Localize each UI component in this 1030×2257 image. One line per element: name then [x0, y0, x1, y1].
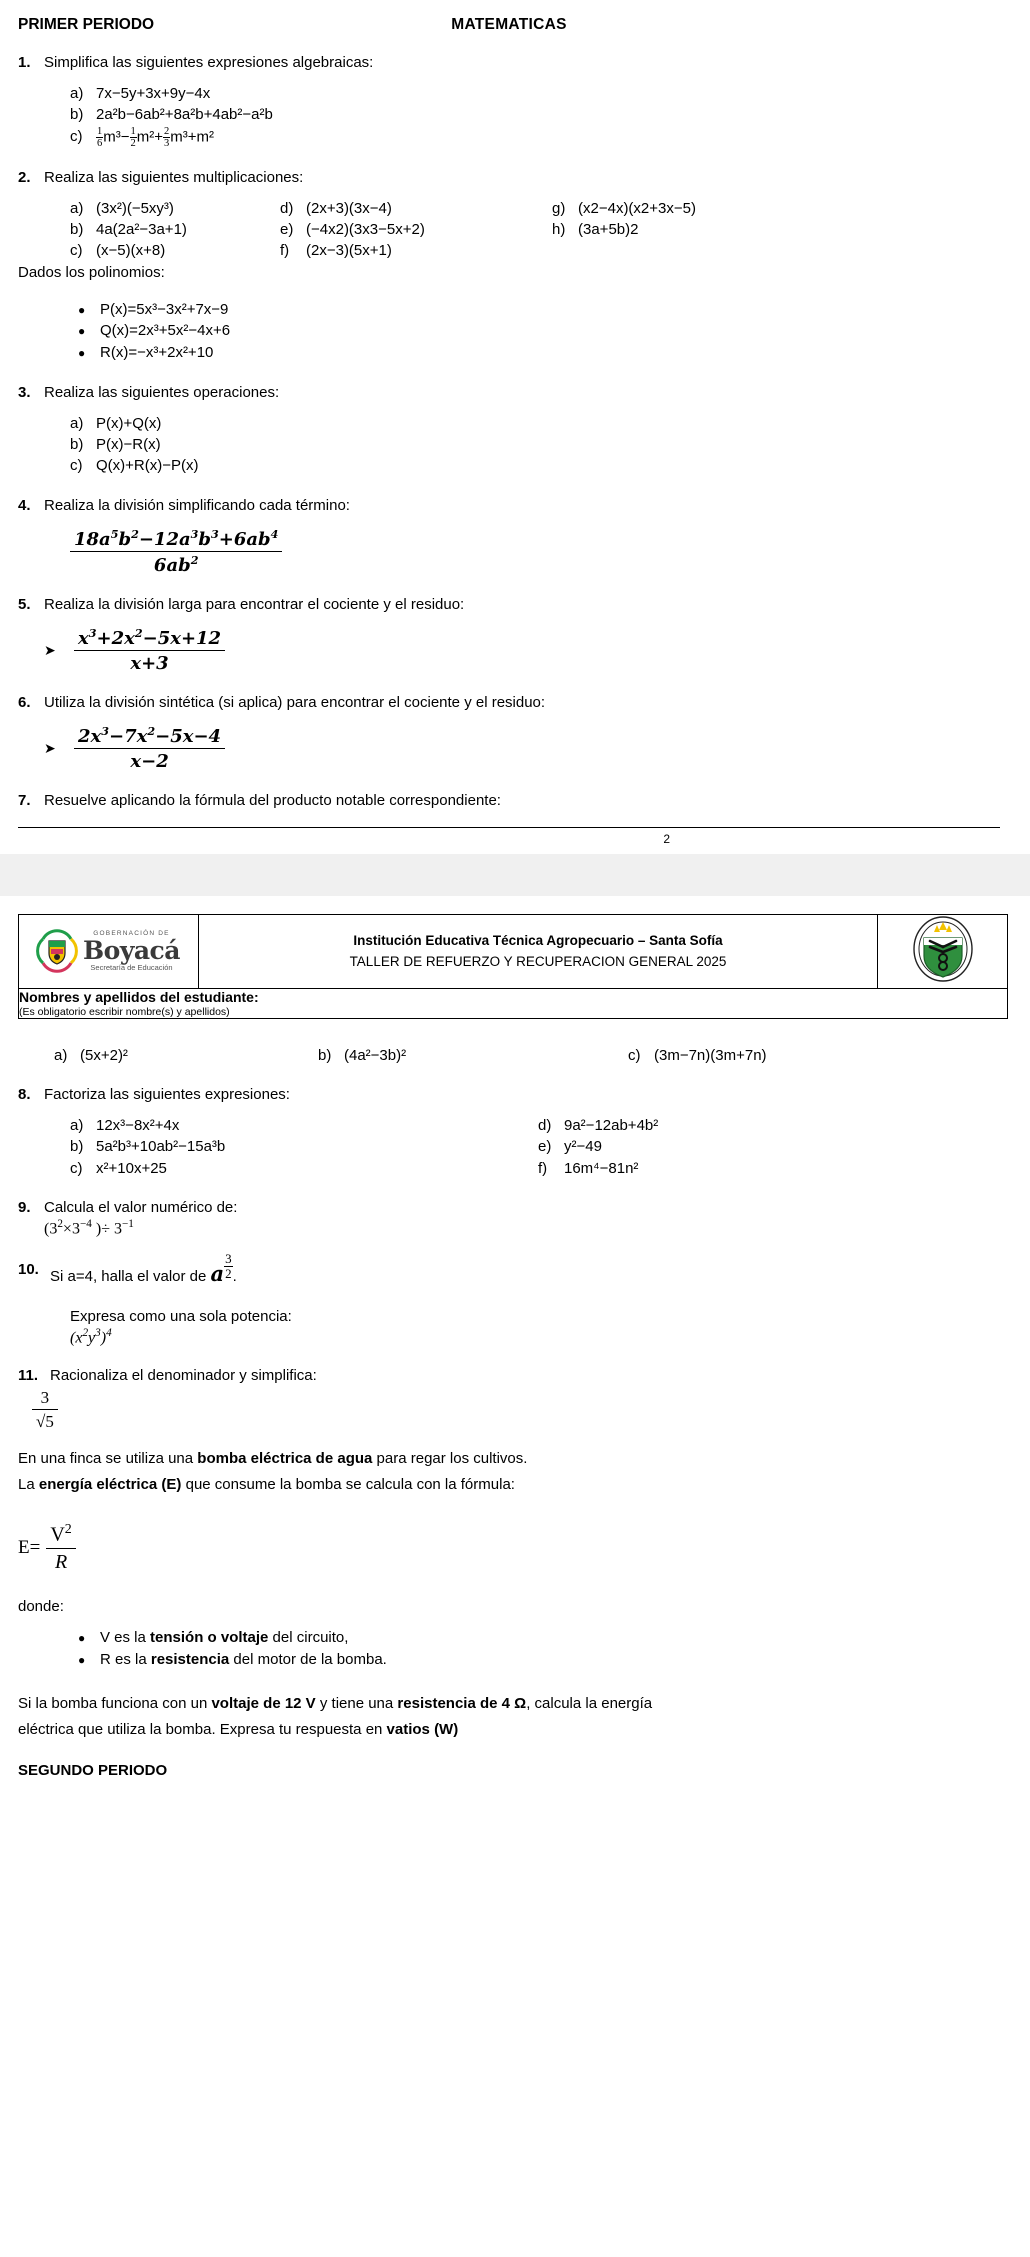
institution-name: Institución Educativa Técnica Agropecuario – Santa Sofía — [353, 933, 723, 949]
closing-bold-resistance: resistencia de 4 Ω — [397, 1694, 527, 1712]
list-item — [78, 342, 1000, 364]
list-item — [70, 455, 1000, 476]
list-item — [70, 198, 280, 219]
fraction-two-thirds: $\frac{2}{3}$ — [164, 125, 170, 149]
closing-bold-watts: vatios (W) — [386, 1720, 459, 1738]
student-name-note: (Es obligatorio escribir nombre(s) y apellidos) — [19, 1005, 230, 1018]
fraction-denominator: $6ab^2$ — [153, 553, 199, 576]
formula-variables-list — [18, 1627, 1000, 1671]
item-value: P(x)−R(x) — [96, 436, 161, 454]
item-value: (3a+5b)2 — [578, 220, 639, 238]
question-5-text: Realiza la división larga para encontrar el cociente y el residuo: — [44, 595, 465, 613]
question-7-number: 7. — [18, 791, 31, 809]
item-value: P(x)+Q(x) — [96, 414, 162, 432]
bullet-icon: ● — [78, 1631, 86, 1646]
question-11-text: Racionaliza el denominador y simplifica: — [50, 1367, 317, 1385]
question-7-column-b — [318, 1045, 628, 1066]
question-7 — [18, 792, 1000, 809]
item-label: g) — [552, 199, 566, 217]
boyaca-name: Boyacá — [83, 935, 180, 965]
item-label: a) — [70, 1116, 84, 1134]
fraction-one-half: $\frac{1}{2}$ — [130, 125, 136, 149]
item-label: a) — [54, 1046, 68, 1064]
polynomial-p: P(x)=5x³−3x²+7x−9 — [100, 300, 229, 318]
item-value: 9a²−12ab+4b² — [564, 1116, 659, 1134]
list-item — [552, 219, 696, 240]
question-6-number: 6. — [18, 693, 31, 711]
fraction-numerator: 3 — [32, 1388, 58, 1410]
item-label: b) — [70, 220, 84, 238]
item-value: Q(x)+R(x)−P(x) — [96, 457, 199, 475]
list-item — [70, 413, 1000, 434]
question-2-number: 2. — [18, 168, 31, 186]
exponent-numerator: 3 — [225, 1251, 232, 1267]
question-9 — [18, 1199, 1000, 1216]
question-11 — [18, 1367, 1000, 1384]
list-item — [70, 434, 1000, 455]
item-label: c) — [628, 1046, 641, 1064]
page-number: 2 — [663, 831, 670, 846]
problem-closing-line-1 — [18, 1693, 1000, 1715]
variable-a: a — [210, 1261, 225, 1287]
item-label: c) — [70, 127, 83, 145]
bullet-icon: ● — [78, 346, 86, 361]
list-item — [70, 104, 1000, 125]
question-6-expression — [18, 725, 1000, 772]
problem-closing-line-2 — [18, 1719, 1000, 1741]
question-9-expression: ($3^2\times 3^{-4}$ )÷ $3^{-1}$ — [44, 1217, 134, 1238]
item-value: (2x−3)(5x+1) — [306, 242, 392, 260]
question-5-expression — [18, 627, 1000, 674]
period-heading: PRIMER PERIODO — [18, 16, 155, 33]
item-value: (3m−7n)(3m+7n) — [654, 1046, 767, 1064]
item-value: (5x+2)² — [80, 1046, 128, 1064]
question-4-expression — [18, 528, 1000, 576]
question-4-number: 4. — [18, 496, 31, 514]
boyaca-wordmark — [83, 931, 180, 971]
list-item — [70, 1115, 538, 1136]
polynomials-list — [18, 299, 1000, 364]
bullet-icon: ● — [78, 302, 86, 317]
question-5 — [18, 596, 1000, 613]
list-item — [280, 240, 552, 261]
question-7-column-c — [628, 1045, 767, 1066]
item-label: b) — [70, 436, 84, 454]
item-label: b) — [318, 1046, 332, 1064]
item-value: 2a²b−6ab²+8a²b+4ab²−a²b — [96, 106, 273, 124]
closing-pre: Si la bomba funciona con un — [18, 1694, 212, 1712]
gobernacion-label: GOBERNACIÓN DE — [93, 930, 170, 938]
question-9-number: 9. — [18, 1198, 31, 1216]
question-1-items — [18, 83, 1000, 149]
question-10 — [18, 1252, 1000, 1286]
next-period-heading-cutoff: SEGUNDO PERIODO — [18, 1762, 168, 1780]
list-item — [70, 219, 280, 240]
student-name-label: Nombres y apellidos del estudiante: — [19, 988, 259, 1005]
fraction-denominator: R — [54, 1550, 68, 1573]
item-value: 7x−5y+3x+9y−4x — [96, 85, 211, 102]
question-1-number: 1. — [18, 54, 31, 71]
footer-divider — [18, 827, 1000, 828]
fraction-numerator: $18a^5b^2-12a^3b^3+6ab^4$ — [70, 528, 282, 552]
boyaca-logo — [19, 929, 198, 973]
secretaria-label: Secretaría de Educación — [90, 962, 173, 972]
item-value: 12x³−8x²+4x — [96, 1116, 180, 1134]
fraction-one-sixth: $\frac{1}{6}$ — [97, 125, 103, 149]
item-value-fractions: $\frac{1}{6}$ m³− $\frac{1}{2}$ m²+ $\frac{2}{3}$ m³+m² — [97, 125, 214, 149]
list-item — [70, 83, 1000, 104]
question-3 — [18, 384, 1000, 401]
list-item — [78, 299, 1000, 321]
question-2-column-b — [280, 198, 552, 262]
problem-line-1 — [18, 1448, 1000, 1470]
question-10-text — [50, 1252, 1000, 1286]
item-label: a) — [70, 414, 84, 432]
donde-label: donde: — [18, 1597, 64, 1615]
question-9-text: Calcula el valor numérico de: — [44, 1198, 238, 1216]
fraction — [74, 627, 225, 674]
list-item — [54, 1045, 318, 1066]
question-1-text: Simplifica las siguientes expresiones algebraicas: — [44, 54, 374, 71]
fraction-denominator: √5 — [36, 1412, 54, 1432]
student-name-cell[interactable] — [19, 988, 1008, 1018]
question-10-suffix: . — [232, 1268, 237, 1286]
list-item — [78, 1649, 1000, 1671]
institution-info-cell — [199, 914, 878, 988]
exponent-fraction — [224, 1252, 233, 1280]
closing-post: , calcula la energía — [526, 1694, 653, 1712]
item-value: (x2−4x)(x2+3x−5) — [578, 199, 696, 217]
question-8-number: 8. — [18, 1085, 31, 1103]
table-row — [19, 988, 1008, 1018]
question-3-items — [18, 413, 1000, 477]
item-value: (4a²−3b)² — [344, 1046, 407, 1064]
item-label: f) — [280, 242, 290, 260]
question-7-column-a — [18, 1045, 318, 1066]
problem-line-2 — [18, 1474, 1000, 1496]
question-5-number: 5. — [18, 595, 31, 613]
list-item — [538, 1115, 658, 1136]
school-seal-cell — [878, 914, 1008, 988]
list-item — [70, 240, 280, 261]
item-value: 5a²b³+10ab²−15a³b — [96, 1138, 226, 1156]
item-label: e) — [280, 220, 294, 238]
question-8-column-b — [538, 1115, 658, 1179]
problem-line-2-pre: La — [18, 1476, 39, 1494]
bullet-icon: ● — [78, 324, 86, 339]
question-8-columns — [18, 1115, 1000, 1179]
fraction — [74, 725, 225, 772]
list-item — [280, 219, 552, 240]
list-item — [78, 1627, 1000, 1649]
question-11-expression — [18, 1388, 1000, 1432]
fraction — [70, 528, 282, 576]
list-item — [538, 1136, 658, 1157]
polynomial-r: R(x)=−x³+2x²+10 — [100, 344, 214, 362]
closing-second-pre: eléctrica que utiliza la bomba. Expresa tu respuesta en — [18, 1720, 387, 1738]
item-label: e) — [538, 1138, 552, 1156]
item-value: (−4x2)(3x3−5x+2) — [306, 220, 425, 238]
item-label: c) — [70, 242, 83, 260]
list-item — [628, 1045, 767, 1066]
problem-line-2-bold: energía eléctrica (E) — [38, 1476, 182, 1494]
problem-line-2-post: que consume la bomba se calcula con la fórmula: — [181, 1476, 515, 1494]
fraction-numerator: $x^3+2x^2-5x+12$ — [74, 627, 225, 651]
page-separator — [0, 854, 1030, 896]
item-label: b) — [70, 1138, 84, 1156]
potencia-label: Expresa como una sola potencia: — [70, 1308, 292, 1326]
question-7-items — [18, 1045, 1000, 1066]
item-value: y²−49 — [564, 1138, 602, 1156]
question-1 — [18, 54, 1000, 71]
fraction — [46, 1522, 75, 1574]
question-2 — [18, 169, 1000, 186]
list-item — [552, 198, 696, 219]
problem-line-1-pre: En una finca se utiliza una — [18, 1450, 198, 1468]
question-2-text: Realiza las siguientes multiplicaciones: — [44, 168, 304, 186]
exponent-denominator: 2 — [225, 1265, 232, 1281]
variable-r-description: R es la resistencia del motor de la bomba. — [100, 1651, 387, 1669]
dados-polinomios-label: Dados los polinomios: — [18, 263, 165, 281]
problem-line-1-post: para regar los cultivos. — [372, 1450, 528, 1468]
polynomial-q: Q(x)=2x³+5x²−4x+6 — [100, 322, 231, 340]
question-11-number: 11. — [18, 1367, 39, 1385]
formula-lhs: E= — [18, 1536, 41, 1558]
item-value: 16m⁴−81n² — [564, 1159, 639, 1177]
question-8 — [18, 1086, 1000, 1103]
logo-cell — [19, 914, 199, 988]
fraction-denominator: x−2 — [130, 750, 169, 772]
question-2-columns — [18, 198, 1000, 262]
item-label: a) — [70, 85, 84, 102]
boyaca-shield-icon — [37, 929, 77, 973]
institution-header-table — [18, 914, 1008, 1019]
list-item — [538, 1158, 658, 1179]
question-10-prefix: Si a=4, halla el valor de — [50, 1268, 211, 1286]
question-6-text: Utiliza la división sintética (si aplica) para encontrar el cociente y el residuo: — [44, 693, 546, 711]
list-item — [70, 1136, 538, 1157]
arrow-bullet-icon: ➤ — [44, 641, 56, 658]
question-8-column-a — [18, 1115, 538, 1179]
item-label: c) — [70, 1159, 83, 1177]
page-2 — [0, 896, 1030, 1781]
fraction-denominator: x+3 — [130, 652, 169, 674]
item-value: (x−5)(x+8) — [96, 242, 166, 260]
question-4-text: Realiza la división simplificando cada término: — [44, 496, 350, 514]
potencia-expression: $(x^2y^3)^4$ — [70, 1327, 112, 1347]
fraction-numerator: $2x^3-7x^2-5x-4$ — [74, 725, 225, 749]
list-item — [78, 320, 1000, 342]
question-3-number: 3. — [18, 383, 31, 401]
list-item — [70, 1158, 538, 1179]
item-value: x²+10x+25 — [96, 1159, 167, 1177]
item-label: d) — [538, 1116, 552, 1134]
list-item — [318, 1045, 628, 1066]
question-2-column-a — [18, 198, 280, 262]
bullet-icon: ● — [78, 1653, 86, 1668]
closing-mid: y tiene una — [315, 1694, 398, 1712]
item-label: a) — [70, 199, 84, 217]
item-value: 4a(2a²−3a+1) — [96, 220, 187, 238]
question-7-text: Resuelve aplicando la fórmula del producto notable correspondiente: — [44, 791, 501, 809]
workshop-title: TALLER DE REFUERZO Y RECUPERACION GENERAL 2025 — [349, 954, 727, 970]
item-label: f) — [538, 1159, 548, 1177]
question-10-number: 10. — [18, 1260, 39, 1278]
fraction — [32, 1388, 58, 1432]
question-8-text: Factoriza las siguientes expresiones: — [44, 1085, 290, 1103]
closing-bold-voltage: voltaje de 12 V — [211, 1694, 316, 1712]
list-item — [70, 126, 1000, 149]
potencia-block — [18, 1308, 1000, 1347]
item-label: h) — [552, 220, 566, 238]
page-title: MATEMATICAS — [451, 16, 567, 33]
table-row — [19, 914, 1008, 988]
item-value: (3x²)(−5xy³) — [96, 199, 174, 217]
arrow-bullet-icon: ➤ — [44, 739, 56, 756]
variable-v-description: V es la tensión o voltaje del circuito, — [100, 1629, 349, 1647]
item-label: c) — [70, 457, 83, 475]
question-3-text: Realiza las siguientes operaciones: — [44, 383, 280, 401]
question-2-column-c — [552, 198, 696, 262]
question-6 — [18, 694, 1000, 711]
page-1 — [0, 0, 1030, 854]
fraction-numerator: $V^2$ — [46, 1522, 75, 1549]
question-4 — [18, 497, 1000, 514]
item-value: (2x+3)(3x−4) — [306, 199, 392, 217]
item-label: b) — [70, 106, 84, 124]
item-label: d) — [280, 199, 294, 217]
energy-formula — [18, 1522, 1000, 1574]
school-seal-icon — [912, 916, 974, 987]
problem-line-1-bold: bomba eléctrica de agua — [197, 1450, 373, 1468]
list-item — [280, 198, 552, 219]
